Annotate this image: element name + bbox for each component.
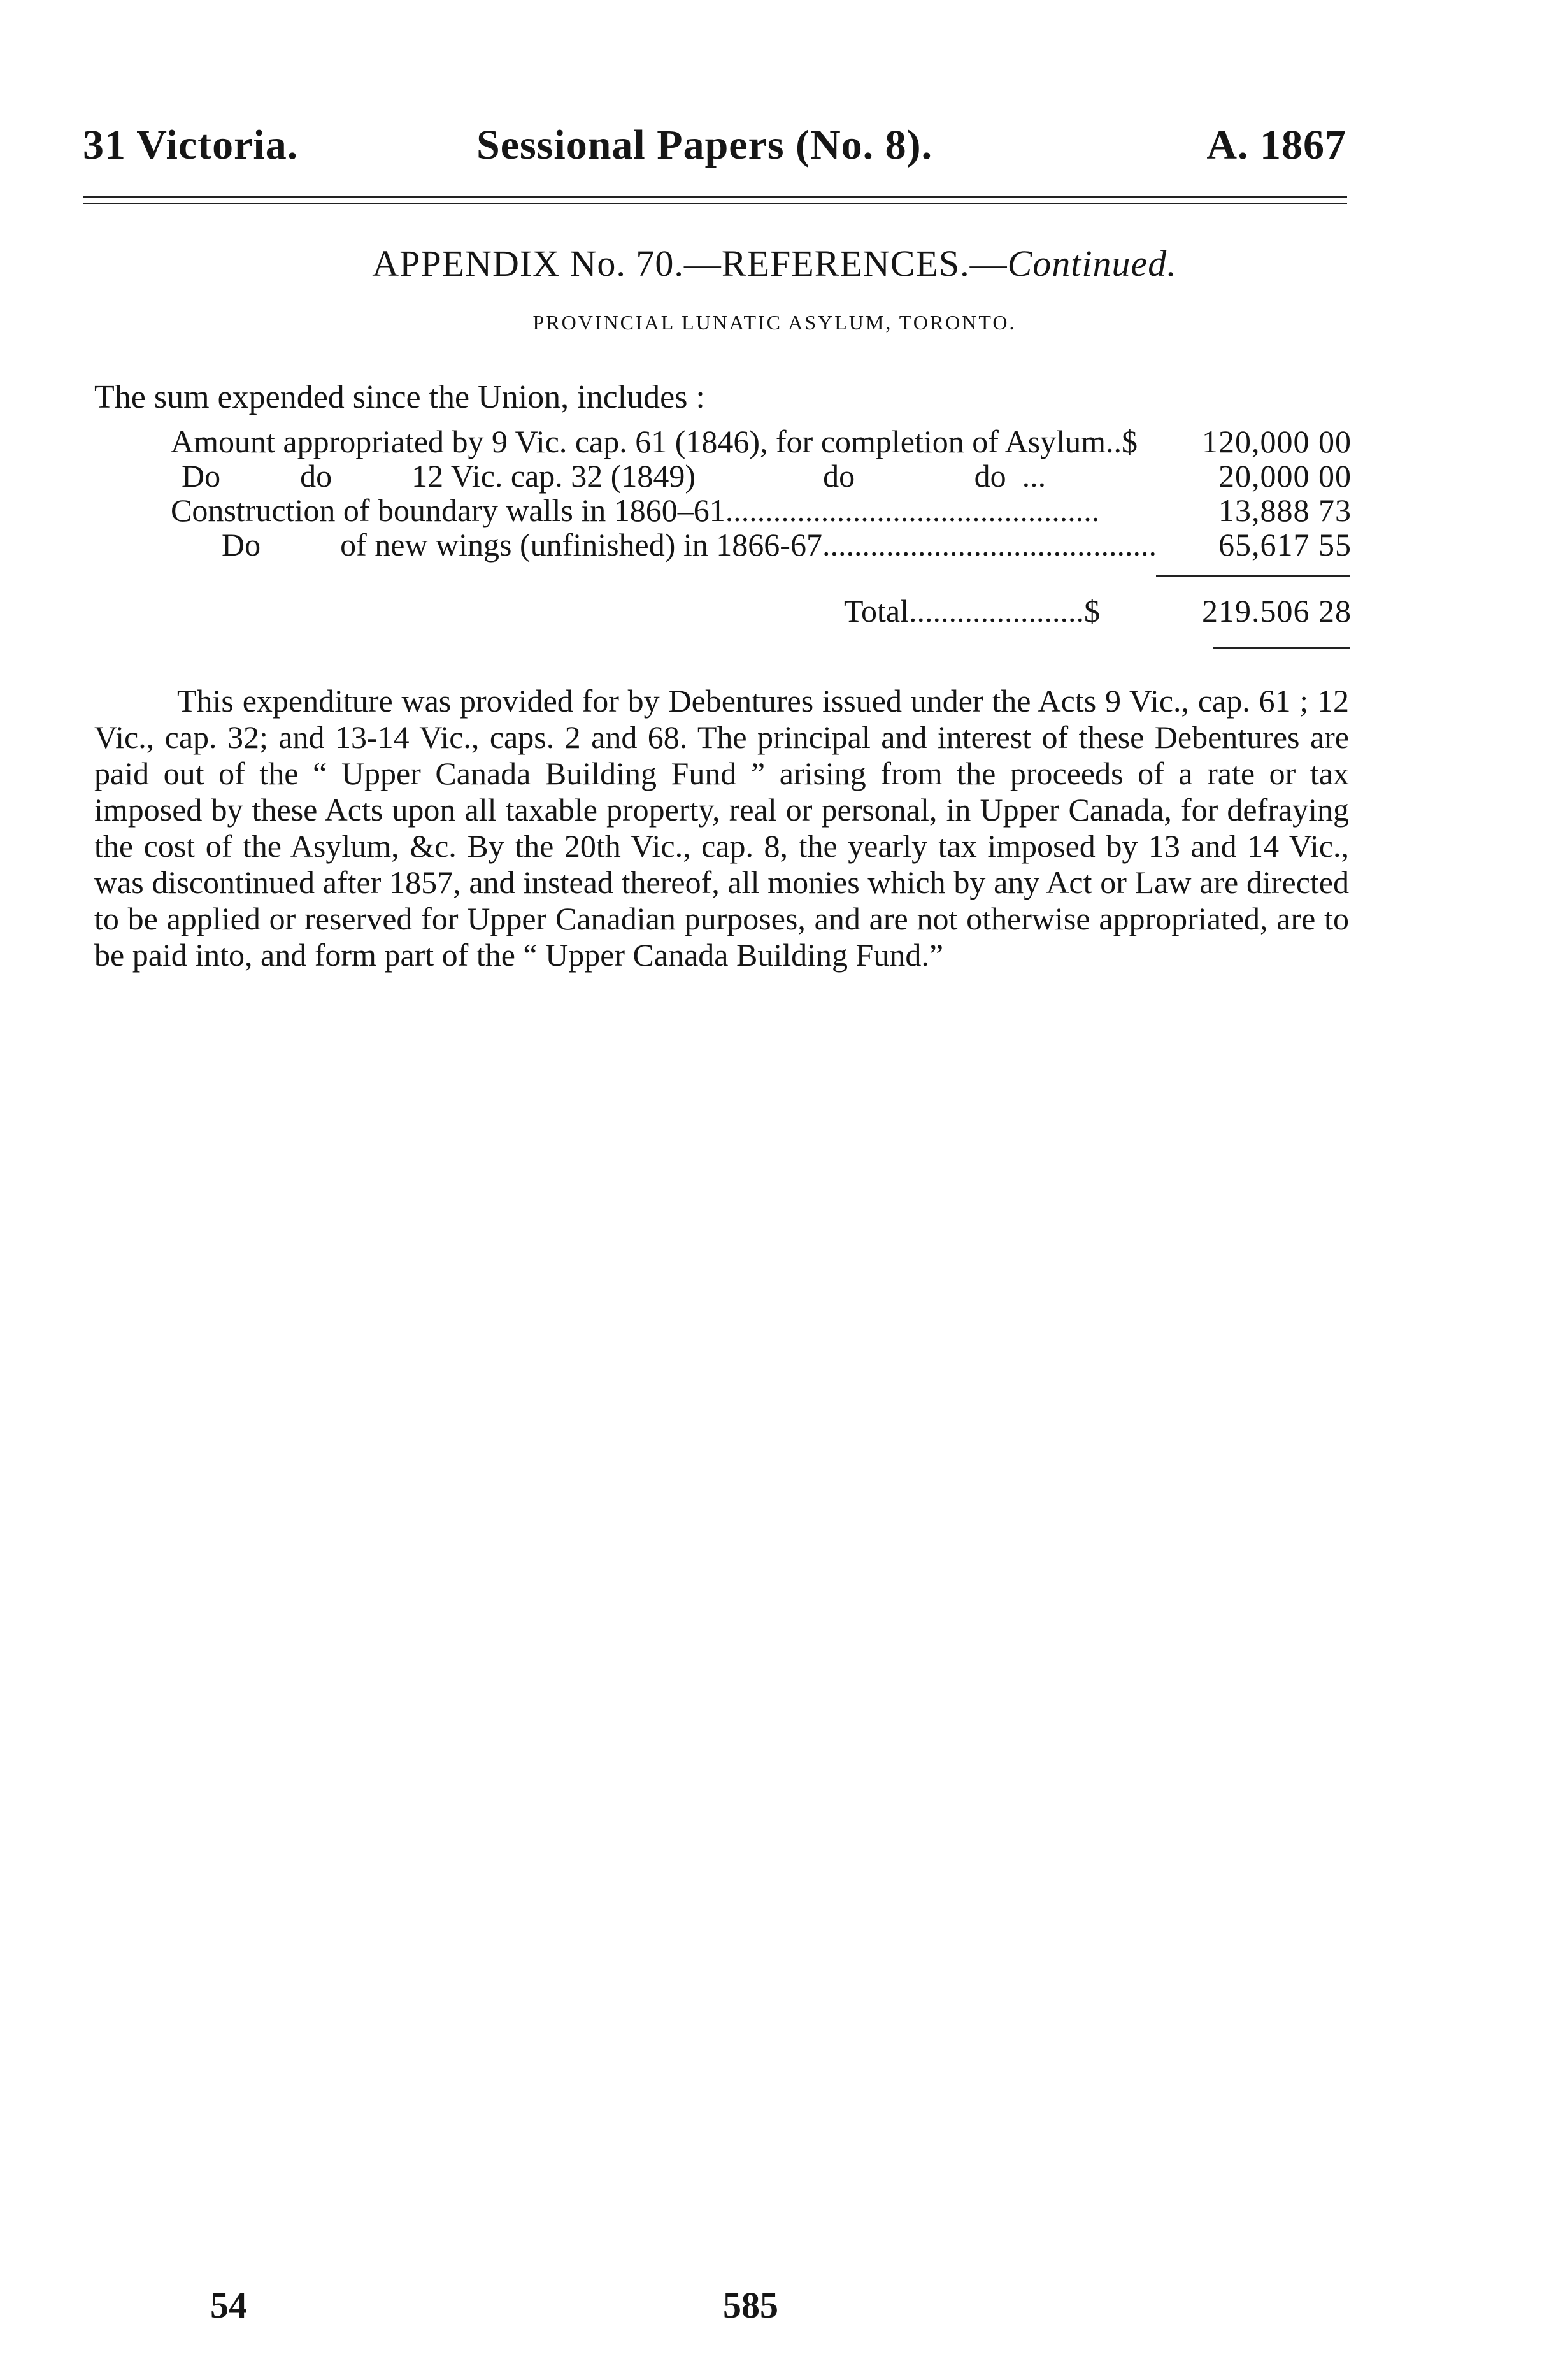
header-volume: 31 Victoria.: [83, 122, 299, 168]
row-amount: 65,617 55: [1218, 527, 1352, 563]
title-continued: Continued.: [1007, 243, 1177, 284]
row-amount: 120,000 00: [1202, 424, 1352, 459]
total-underline: [1213, 647, 1350, 649]
header-rule-top: [83, 196, 1347, 198]
row-description: Do do 12 Vic. cap. 32 (1849) do do ...: [182, 458, 1046, 494]
footer-page-number-center: 585: [723, 2284, 778, 2326]
row-description: Construction of boundary walls in 1860–61...............................................: [171, 492, 1100, 528]
row-amount: 20,000 00: [1218, 458, 1352, 494]
sum-rule: [1156, 575, 1350, 577]
total-row: [171, 592, 1352, 633]
row-amount: 13,888 73: [1218, 492, 1352, 528]
row-description: Do of new wings (unfinished) in 1866-67..........................................: [222, 527, 1157, 563]
header-year: A. 1867: [1206, 122, 1346, 168]
expenditure-row: [222, 526, 1352, 567]
total-label: Total......................$: [843, 593, 1100, 629]
explanatory-paragraph: This expenditure was provided for by Debentures issued under the Acts 9 Vic., cap. 61 ; 12 Vic., cap. 32; and 13-14 Vic., caps. 2 and 68. The principal and interest of these Debentures are paid out of the “ Upper Canada Building Fund ” arising from the proceeds of a rate or tax imposed by these Acts upon all taxable property, real or personal, in Upper Canada, for defraying the cost of the Asylum, &c. By the 20th Vic., cap. 8, the yearly tax imposed by 13 and 14 Vic., was discontinued after 1857, and instead thereof, all monies which by any Act or Law are directed to be applied or reserved for Upper Canadian purposes, and are not otherwise appropriated, are to be paid into, and form part of the “ Upper Canada Building Fund.”: [94, 683, 1349, 973]
page-title: [0, 242, 1549, 285]
section-subtitle: PROVINCIAL LUNATIC ASYLUM, TORONTO.: [532, 311, 1017, 334]
intro-line: The sum expended since the Union, includes :: [94, 379, 705, 415]
footer-page-number-left: 54: [210, 2284, 247, 2326]
header-sessional-papers: Sessional Papers (No. 8).: [476, 122, 933, 168]
total-amount: 219.506 28: [1202, 593, 1352, 629]
row-description: Amount appropriated by 9 Vic. cap. 61 (1846), for completion of Asylum..$: [171, 424, 1138, 459]
header-rule-bottom: [83, 203, 1347, 204]
title-main: APPENDIX No. 70.—REFERENCES.—: [372, 243, 1008, 284]
